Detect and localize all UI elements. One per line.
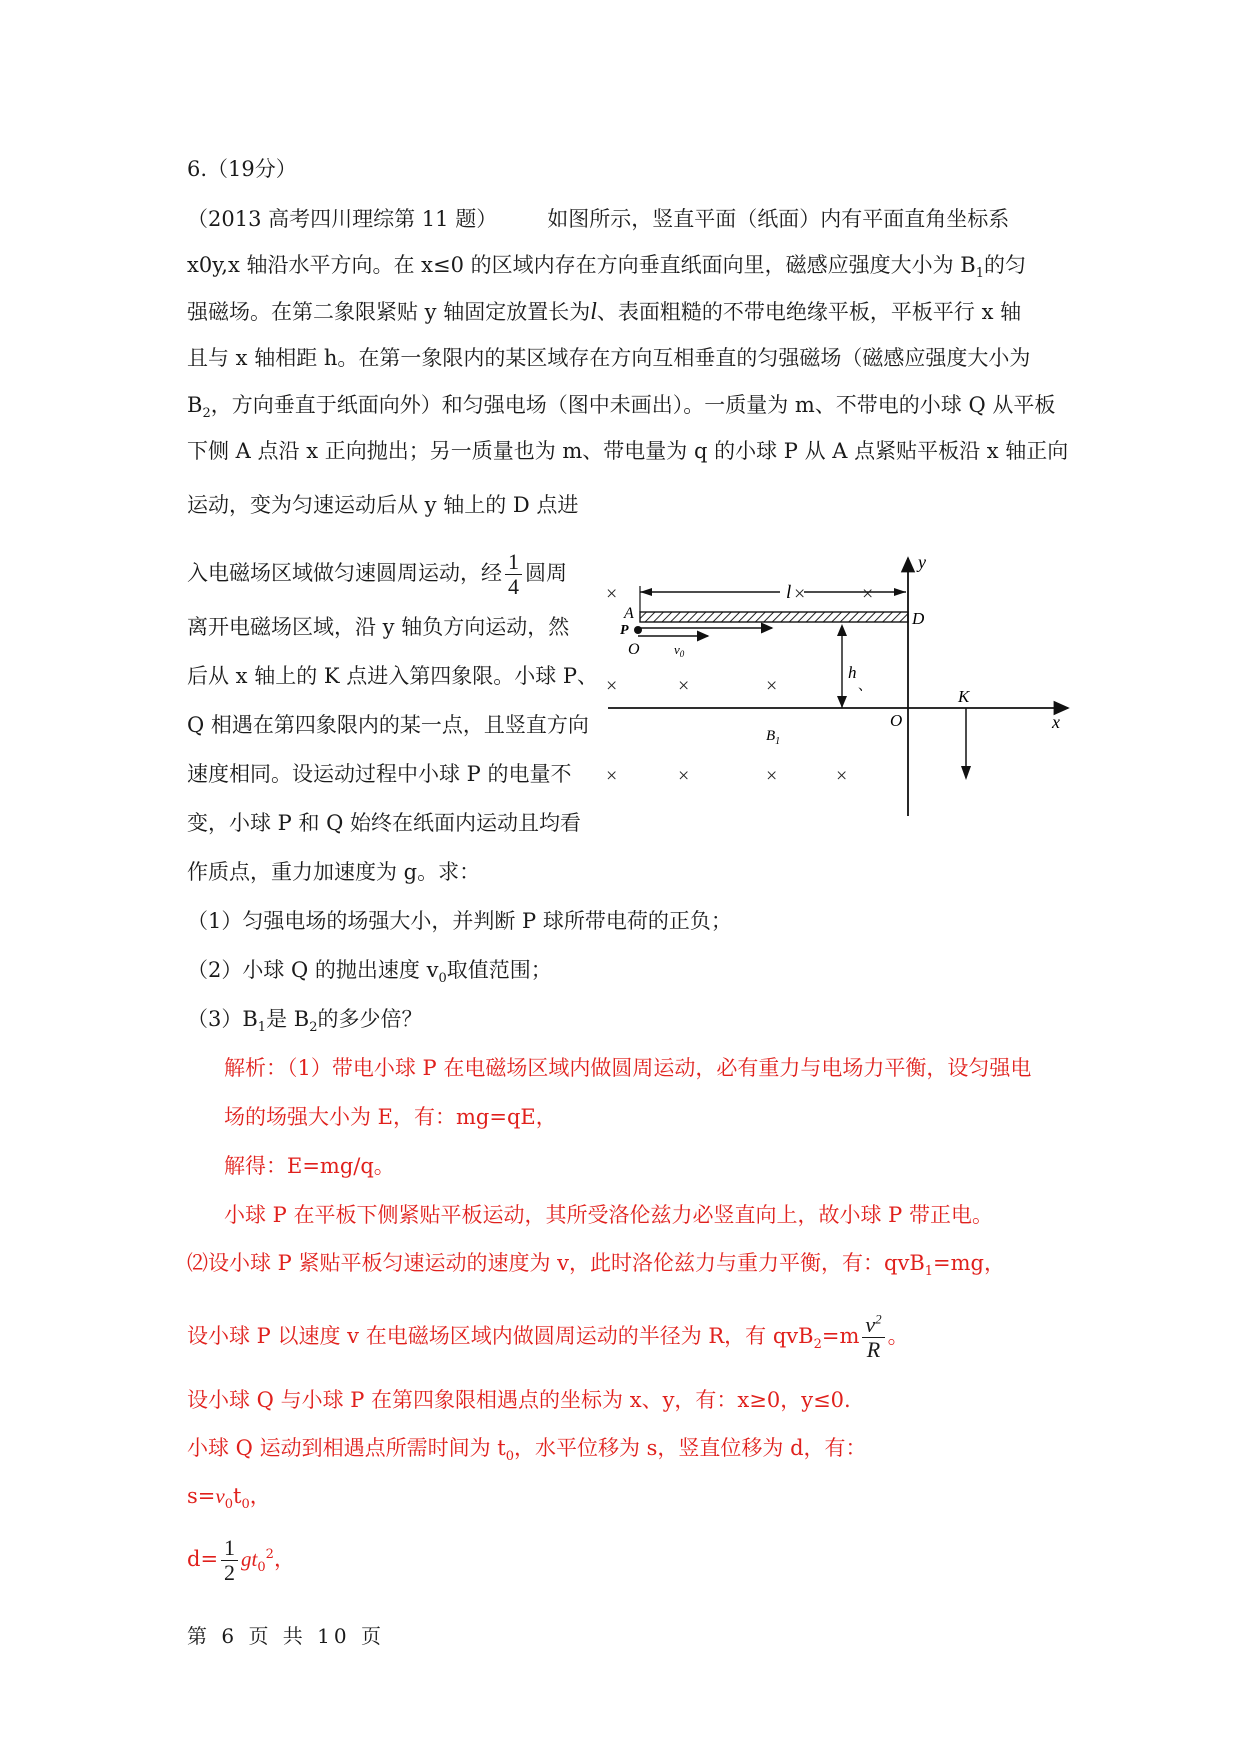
- solution-line-5: [187, 1248, 1005, 1278]
- field-mark: ×: [678, 765, 690, 787]
- launch-origin-label: O: [628, 641, 640, 658]
- question-line-7: 运动，变为匀速运动后从 y 轴上的 D 点进: [187, 493, 579, 517]
- text-span: ，方向垂直于纸面向外）和匀强电场（图中未画出）。一质量为 m、不带电的小球 Q 从平板: [210, 393, 1056, 417]
- subscript: 0: [438, 971, 447, 987]
- question-source: （2013 高考四川理综第 11 题）: [187, 207, 498, 231]
- variable-l: l: [590, 299, 597, 325]
- subscript: 1: [924, 1264, 934, 1280]
- question-line-6: 下侧 A 点沿 x 正向抛出；另一质量也为 m、带电量为 q 的小球 P 从 A 点紧贴平板沿 x 轴正向: [187, 439, 1069, 463]
- question-line-2: [187, 250, 1026, 280]
- subscript: 2: [202, 406, 211, 422]
- superscript: 2: [265, 1547, 274, 1562]
- text-span: 。: [887, 1324, 909, 1348]
- stray-mark: 、: [858, 679, 872, 694]
- text-span: 、表面粗糙的不带电绝缘平板，平板平行 x 轴: [596, 300, 1022, 324]
- solution-line-4: 小球 P 在平板下侧紧贴平板运动，其所受洛伦兹力必竖直向上，故小球 P 带正电。: [224, 1203, 993, 1227]
- insulating-plate: [640, 612, 908, 622]
- length-arrow-right: [894, 588, 906, 596]
- B1-subscript: 1: [775, 736, 781, 747]
- x-axis-label: x: [1052, 712, 1060, 732]
- field-mark: ×: [766, 675, 778, 697]
- text-span: ，水平位移为 s，竖直位移为 d，有：: [513, 1436, 867, 1460]
- y-axis-label: y: [918, 552, 926, 572]
- question-line-4: 且与 x 轴相距 h。在第一象限内的某区域存在方向互相垂直的匀强磁场（磁感应强度大小为: [187, 346, 1031, 370]
- height-arrow-up: [837, 624, 847, 636]
- fraction-v2-over-r: [862, 1313, 884, 1362]
- question-line-1: [187, 204, 1009, 234]
- point-P-label: P: [620, 623, 629, 638]
- field-mark: ×: [678, 675, 690, 697]
- solution-line-9: [187, 1481, 271, 1511]
- sub-question-2: [187, 955, 552, 985]
- solution-line-3: 解得：E=mg/q。: [224, 1154, 395, 1178]
- physics-diagram: [608, 548, 1078, 820]
- text-span: d=: [187, 1547, 219, 1571]
- variable-v: v: [215, 1484, 225, 1508]
- length-arrow-left: [640, 588, 652, 596]
- text-span: s=: [187, 1484, 216, 1508]
- field-mark: ×: [606, 675, 618, 697]
- fraction-half: [221, 1536, 238, 1585]
- text-span: ，: [249, 1484, 271, 1508]
- text-span: x0y,x 轴沿水平方向。在 x≤0 的区域内存在方向垂直纸面向里，磁感应强度大小为 B: [187, 253, 976, 277]
- variable-v: v: [865, 1312, 876, 1337]
- subscript: 0: [224, 1497, 233, 1513]
- text-span: 的匀: [984, 253, 1027, 277]
- fraction-quarter: [505, 550, 522, 599]
- origin-label: O: [890, 711, 903, 730]
- height-arrow-down: [837, 696, 847, 708]
- text-span: t: [232, 1484, 242, 1508]
- question-line-9: 离开电磁场区域，沿 y 轴负方向运动，然: [187, 615, 570, 639]
- text-span: 的多少倍？: [317, 1007, 423, 1031]
- v0-subscript: 0: [679, 649, 685, 659]
- numerator: 1: [505, 550, 522, 575]
- solution-line-6: [187, 1313, 909, 1362]
- field-mark: ×: [862, 583, 874, 605]
- text-span: =m: [821, 1324, 860, 1348]
- solution-line-2: 场的场强大小为 E，有：mg=qE，: [224, 1105, 557, 1129]
- text-span: 取值范围；: [446, 958, 552, 982]
- denominator: R: [866, 1337, 881, 1362]
- sub-question-1: （1）匀强电场的场强大小，并判断 P 球所带电荷的正负；: [187, 909, 732, 933]
- question-line-13: 变，小球 P 和 Q 始终在纸面内运动且均看: [187, 811, 582, 835]
- question-line-14: 作质点，重力加速度为 g。求：: [187, 860, 481, 884]
- denominator: 4: [508, 574, 519, 599]
- text-span: ⑵设小球 P 紧贴平板匀速运动的速度为 v，此时洛伦兹力与重力平衡，有：qvB: [187, 1251, 925, 1275]
- question-line-3: [187, 297, 1021, 327]
- height-label: h: [848, 663, 857, 682]
- field-mark: ×: [794, 583, 806, 605]
- question-line-10: 后从 x 轴上的 K 点进入第四象限。小球 P、: [187, 664, 599, 688]
- subscript: 1: [257, 1020, 267, 1036]
- field-mark: ×: [836, 765, 848, 787]
- text-span: （3）B: [187, 1007, 258, 1031]
- solution-line-1: 解析：（1）带电小球 P 在电磁场区域内做圆周运动，必有重力与电场力平衡，设匀强电: [224, 1056, 1032, 1080]
- field-mark: ×: [766, 765, 778, 787]
- text-span: B: [187, 393, 203, 417]
- solution-line-7: 设小球 Q 与小球 P 在第四象限相遇点的坐标为 x、y，有：x≥0，y≤0.: [187, 1388, 851, 1412]
- question-line-11: Q 相遇在第四象限内的某一点，且竖直方向: [187, 713, 589, 737]
- subscript: 2: [813, 1337, 822, 1353]
- downward-arrow: [961, 766, 971, 780]
- subscript: 0: [505, 1449, 514, 1465]
- text-span: 圆周: [525, 561, 567, 585]
- text-span: ，: [273, 1547, 295, 1571]
- sub-question-3: [187, 1004, 422, 1034]
- v0-symbol: v: [674, 642, 680, 657]
- text-span: gt: [241, 1547, 258, 1571]
- B1-symbol: B: [766, 728, 776, 744]
- text-span: 入电磁场区域做匀速圆周运动，经: [187, 561, 502, 585]
- v0-label: [674, 642, 685, 659]
- page-footer: 第 6 页 共 10 页: [187, 1624, 385, 1648]
- solution-line-10: [187, 1536, 295, 1585]
- question-text: 如图所示，竖直平面（纸面）内有平面直角坐标系: [547, 207, 1010, 231]
- text-span: 强磁场。在第二象限紧贴 y 轴固定放置长为: [187, 300, 591, 324]
- field-mark: ×: [606, 765, 618, 787]
- text-span: 小球 Q 运动到相遇点所需时间为 t: [187, 1436, 506, 1460]
- text-span: =mg，: [933, 1251, 1005, 1275]
- question-line-5: [187, 390, 1055, 420]
- point-K-label: K: [958, 687, 970, 706]
- subscript: 0: [241, 1497, 250, 1513]
- point-D-label: D: [912, 609, 925, 628]
- point-A-label: A: [624, 605, 634, 622]
- length-label: l: [786, 582, 792, 603]
- subscript: 0: [257, 1560, 266, 1576]
- subscript: 2: [309, 1020, 318, 1036]
- text-span: 设小球 P 以速度 v 在电磁场区域内做圆周运动的半径为 R，有 qvB: [187, 1324, 814, 1348]
- ball-P: [634, 626, 642, 634]
- question-number: 6.（19分）: [187, 157, 297, 181]
- B1-label: [766, 728, 780, 747]
- question-line-12: 速度相同。设运动过程中小球 P 的电量不: [187, 762, 572, 786]
- denominator: 2: [224, 1560, 236, 1585]
- text-span: （2）小球 Q 的抛出速度 v: [187, 958, 439, 982]
- field-mark: ×: [606, 583, 618, 605]
- solution-line-8: [187, 1433, 867, 1463]
- question-line-8: [187, 550, 567, 599]
- superscript: 2: [875, 1311, 882, 1327]
- numerator: 1: [221, 1536, 238, 1561]
- text-span: 是 B: [266, 1007, 310, 1031]
- subscript: 1: [975, 266, 985, 282]
- numerator: [862, 1313, 884, 1338]
